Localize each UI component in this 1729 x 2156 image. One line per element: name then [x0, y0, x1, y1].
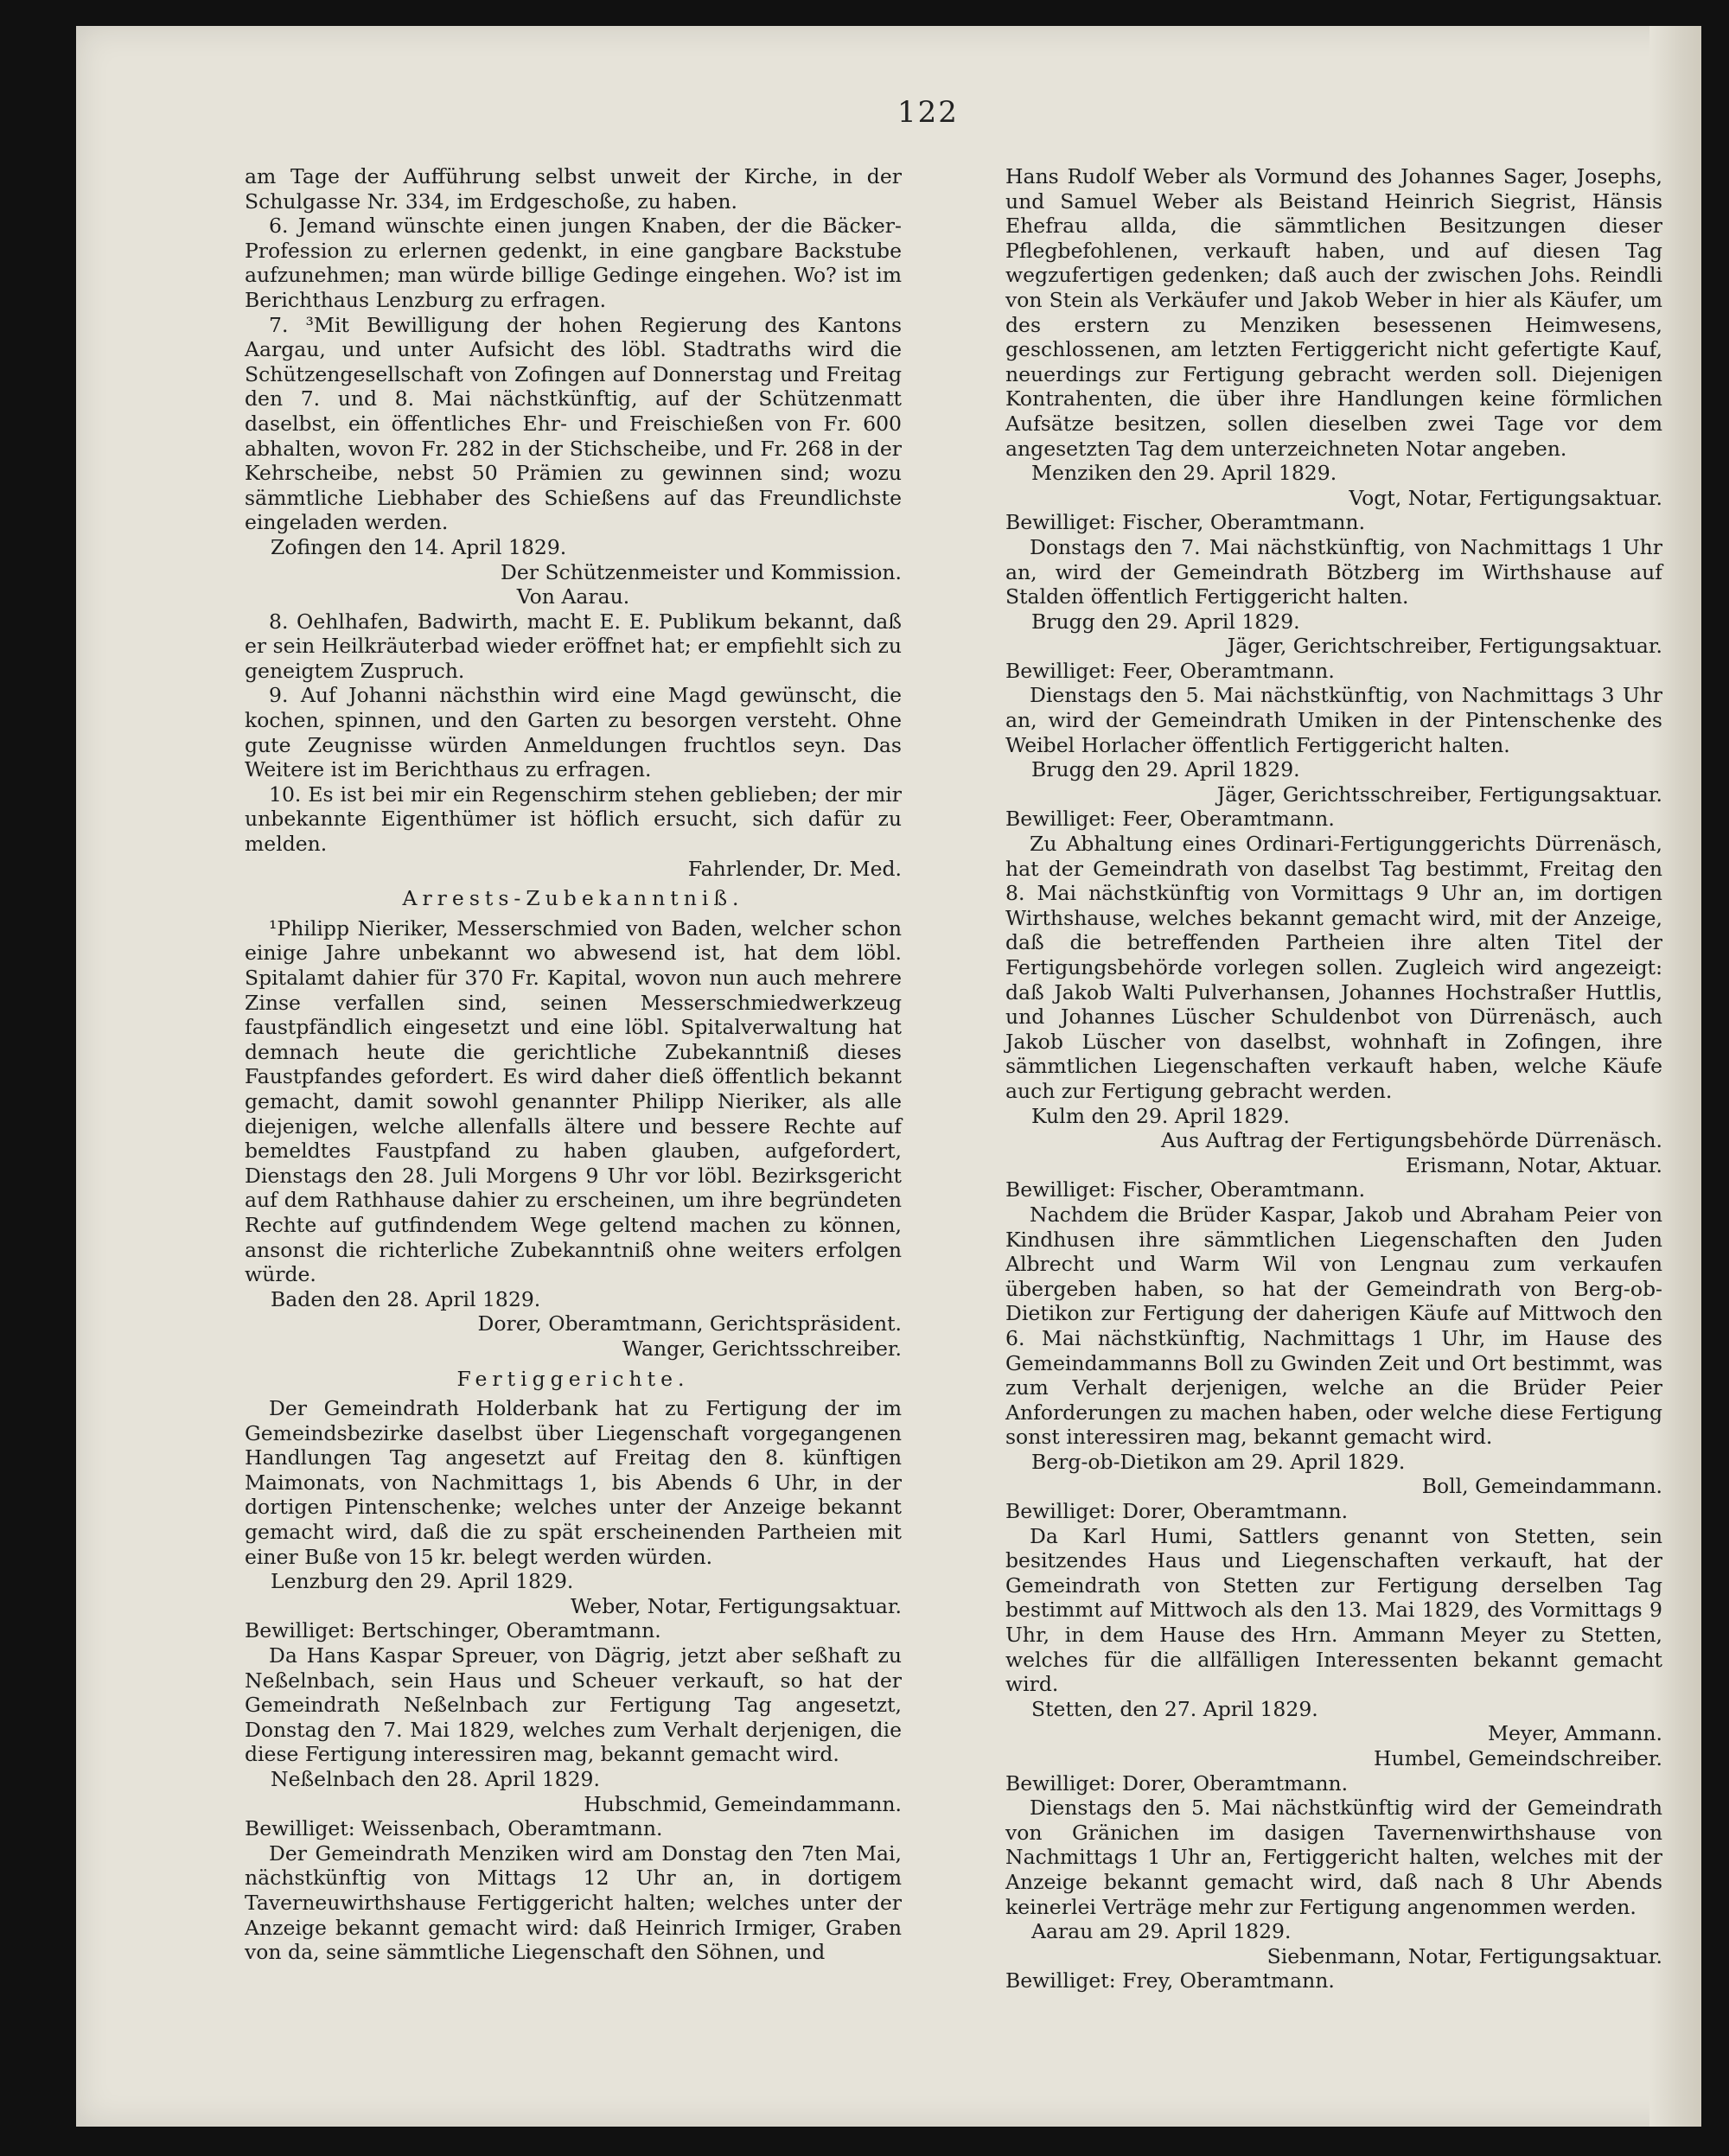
dateline: Zofingen den 14. April 1829. — [271, 534, 567, 559]
approval-line: Bewilliget: Weissenbach, Oberamtmann. — [245, 1816, 663, 1841]
paragraph: Donstags den 7. Mai nächstkünftig, von Nachmittags 1 Uhr an, wird der Gemeindrath Bötzberg im Wirthshause auf Stalden öffentlich Fertiggericht halten. — [1005, 534, 1662, 609]
dateline: Lenzburg den 29. April 1829. — [271, 1569, 574, 1594]
signature: Aus Auftrag der Fertigungsbehörde Dürrenäsch. — [1160, 1128, 1662, 1153]
signature: Siebenmann, Notar, Fertigungsaktuar. — [1266, 1943, 1662, 1968]
signature: Weber, Notar, Fertigungsaktuar. — [571, 1593, 902, 1618]
section-heading: Von Aarau. — [516, 584, 630, 609]
dateline: Menziken den 29. April 1829. — [1031, 461, 1337, 486]
page-number: 122 — [897, 95, 959, 130]
dateline: Aarau am 29. April 1829. — [1031, 1919, 1292, 1944]
paragraph: Zu Abhaltung eines Ordinari-Fertigunggerichts Dürrenäsch, hat der Gemeindrath von daselbst Tag bestimmt, Freitag den 8. Mai nächstkünftig von Vormittags 9 Uhr an, im dortigen Wirthshause, welches bekannt gemacht wird, mit der Anzeige, daß die betreffenden Partheien ihre alten Titel der Fertigungsbehörde vorlegen sollen. Zugleich wird angezeigt: daß Jakob Walti Pulverhansen, Johannes Hochstraßer Huttlis, und Johannes Lüscher Schuldenbot von Dürrenäsch, auch Jakob Lüscher von daselbst, wohnhaft in Zofingen, ihre sämmtlichen Liegenschaften verkauft haben, welche Käufe auch zur Fertigung gebracht werden. — [1005, 832, 1662, 1103]
paragraph: 7. ³Mit Bewilligung der hohen Regierung des Kantons Aargau, und unter Aufsicht des löbl. Stadtraths wird die Schützengesellschaft von Zofingen auf Donnerstag und Freitag den 7. und 8. Mai nächstkünftig, auf der Schützenmatt daselbst, ein öffentliches Ehr- und Freischießen von Fr. 600 abhalten, wovon Fr. 282 in der Stichscheibe, und Fr. 268 in der Kehrscheibe, nebst 50 Prämien zu gewinnen sind; wozu sämmtliche Liebhaber des Schießens auf das Freundlichste eingeladen werden. — [245, 312, 902, 535]
approval-line: Bewilliget: Dorer, Oberamtmann. — [1005, 1770, 1349, 1796]
signature: Dorer, Oberamtmann, Gerichtspräsident. — [477, 1311, 902, 1336]
section-heading: Fertiggerichte. — [456, 1366, 690, 1391]
newspaper-page — [76, 26, 1701, 2127]
approval-line: Bewilliget: Fischer, Oberamtmann. — [1005, 1177, 1366, 1202]
paragraph: 9. Auf Johanni nächsthin wird eine Magd gewünscht, die kochen, spinnen, und den Garten zu besorgen versteht. Ohne gute Zeugnisse würden Anmeldungen fruchtlos seyn. Das Weitere ist im Berichthaus zu erfragen. — [245, 683, 902, 782]
signature: Fahrlender, Dr. Med. — [687, 856, 902, 881]
paragraph: ¹Philipp Nieriker, Messerschmied von Baden, welcher schon einige Jahre unbekannt wo abwesend ist, hat dem löbl. Spitalamt dahier für 370 Fr. Kapital, wovon nun auch mehrere Zinse verfallen sind, seinen Messerschmiedwerkzeug faustpfändlich eingesetzt und eine löbl. Spitalverwaltung hat demnach heute die gerichtliche Zubekanntniß dieses Faustpfandes gefordert. Es wird daher dieß öffentlich bekannt gemacht, damit sowohl genannter Philipp Nieriker, als alle diejenigen, welche allenfalls ältere und bessere Rechte auf bemeldtes Faustpfand zu haben glauben, aufgefordert, Dienstags den 28. Juli Morgens 9 Uhr vor löbl. Bezirksgericht auf dem Rathhause dahier zu erscheinen, um ihre begründeten Rechte auf gutfindendem Wege geltend machen zu können, ansonst die richterliche Zubekanntniß ohne weiters erfolgen würde. — [245, 915, 902, 1287]
signature: Boll, Gemeindammann. — [1421, 1474, 1662, 1499]
signature: Wanger, Gerichtsschreiber. — [622, 1336, 902, 1361]
signature: Hubschmid, Gemeindammann. — [584, 1791, 902, 1816]
paragraph: am Tage der Aufführung selbst unweit der Kirche, in der Schulgasse Nr. 334, im Erdgeschoße, zu haben. — [245, 164, 902, 214]
paragraph: Da Hans Kaspar Spreuer, von Dägrig, jetzt aber seßhaft zu Neßelnbach, sein Haus und Scheuer verkauft, so hat der Gemeindrath Neßelnbach zur Fertigung Tag angesetzt, Donstag den 7. Mai 1829, welches zum Verhalt derjenigen, die diese Fertigung interessiren mag, bekannt gemacht wird. — [245, 1643, 902, 1767]
paragraph: Nachdem die Brüder Kaspar, Jakob und Abraham Peier von Kindhusen ihre sämmtlichen Liegenschaften den Juden Albrecht und Warm Wil von Lengnau zum verkaufen übergeben haben, so hat der Gemeindrath von Berg-ob-Dietikon zur Fertigung der daherigen Käufe auf Mittwoch den 6. Mai nächstkünftig, Nachmittags 1 Uhr, im Hause des Gemeindammanns Boll zu Gwinden Zeit und Ort bestimmt, was zum Verhalt derjenigen, welche an die Brüder Peier Anforderungen zu machen haben, oder welche diese Fertigung sonst interessiren mag, bekannt gemacht wird. — [1005, 1202, 1662, 1450]
signature: Jäger, Gerichtschreiber, Fertigungsaktuar. — [1227, 634, 1662, 659]
dateline: Baden den 28. April 1829. — [271, 1286, 541, 1311]
approval-line: Bewilliget: Frey, Oberamtmann. — [1005, 1968, 1335, 1993]
paragraph: Der Gemeindrath Menziken wird am Donstag den 7ten Mai, nächstkünftig von Mittags 12 Uhr an, in dortigem Taverneuwirthshause Fertiggericht halten; welches unter der Anzeige bekannt gemacht wird: daß Heinrich Irmiger, Graben von da, seine sämmtliche Liegenschaft den Söhnen, und — [245, 1840, 902, 1965]
approval-line: Bewilliget: Bertschinger, Oberamtmann. — [245, 1618, 661, 1643]
right-column — [1005, 164, 1662, 1993]
paragraph: Hans Rudolf Weber als Vormund des Johannes Sager, Josephs, und Samuel Weber als Beistand Heinrich Siegrist, Hänsis Ehefrau allda, die sämmtlichen Besitzungen dieser Pflegbefohlenen, verkauft haben, und auf diesen Tag wegzufertigen gedenken; daß auch der zwischen Johs. Reindli von Stein als Verkäufer und Jakob Weber in hier als Käufer, um des erstern zu Menziken besessenen Heimwesens, geschlossenen, am letzten Fertiggericht nicht gefertigte Kauf, neuerdings zur Fertigung gebracht werden soll. Diejenigen Kontrahenten, die über ihre Handlungen keine förmlichen Aufsätze besitzen, sollen dieselben zwei Tage vor dem angesetzten Tag dem unterzeichneten Notar angeben. — [1005, 164, 1662, 461]
signature: Meyer, Ammann. — [1487, 1721, 1662, 1746]
signature: Vogt, Notar, Fertigungsaktuar. — [1349, 485, 1662, 510]
section-heading: Arrests-Zubekanntniß. — [402, 886, 744, 911]
dateline: Brugg den 29. April 1829. — [1031, 609, 1300, 634]
paragraph: 10. Es ist bei mir ein Regenschirm stehen geblieben; der mir unbekannte Eigenthümer ist höflich ersucht, sich dafür zu melden. — [245, 781, 902, 857]
approval-line: Bewilliget: Dorer, Oberamtmann. — [1005, 1499, 1349, 1524]
left-column — [245, 164, 902, 1965]
paragraph: Da Karl Humi, Sattlers genannt von Stetten, sein besitzendes Haus und Liegenschaften verkauft, hat der Gemeindrath von Stetten zur Fertigung derselben Tag bestimmt auf Mittwoch als den 13. Mai 1829, des Vormittags 9 Uhr, in dem Hause des Hrn. Ammann Meyer zu Stetten, welches für die allfälligen Interessenten bekannt gemacht wird. — [1005, 1523, 1662, 1697]
dateline: Berg-ob-Dietikon am 29. April 1829. — [1031, 1449, 1406, 1474]
paragraph: Der Gemeindrath Holderbank hat zu Fertigung der im Gemeindsbezirke daselbst über Liegenschaft vorgegangenen Handlungen Tag angesetzt auf Freitag den 8. künftigen Maimonats, von Nachmittags 1, bis Abends 6 Uhr, in der dortigen Pintenschenke; welches unter der Anzeige bekannt gemacht wird, daß die zu spät erscheinenden Partheien mit einer Buße von 15 kr. belegt werden würden. — [245, 1396, 902, 1569]
dateline: Kulm den 29. April 1829. — [1031, 1103, 1290, 1128]
paragraph: Dienstags den 5. Mai nächstkünftig wird der Gemeindrath von Gränichen im dasigen Tavernenwirthshause von Nachmittags 1 Uhr an, Fertiggericht halten, welches mit der Anzeige bekannt gemacht wird, daß nach 8 Uhr Abends keinerlei Verträge mehr zur Fertigung angenommen werden. — [1005, 1796, 1662, 1919]
signature: Jäger, Gerichtsschreiber, Fertigungsaktuar. — [1216, 781, 1662, 807]
approval-line: Bewilliget: Feer, Oberamtmann. — [1005, 807, 1335, 832]
dateline: Neßelnbach den 28. April 1829. — [271, 1767, 600, 1791]
signature: Erismann, Notar, Aktuar. — [1405, 1152, 1662, 1177]
approval-line: Bewilliget: Feer, Oberamtmann. — [1005, 658, 1335, 683]
paragraph: 6. Jemand wünschte einen jungen Knaben, der die Bäcker-Profession zu erlernen gedenkt, in eine gangbare Backstube aufzunehmen; man würde billige Gedinge eingehen. Wo? ist im Berichthaus Lenzburg zu erfragen. — [245, 214, 902, 312]
paragraph: Dienstags den 5. Mai nächstkünftig, von Nachmittags 3 Uhr an, wird der Gemeindrath Umiken in der Pintenschenke des Weibel Horlacher öffentlich Fertiggericht halten. — [1005, 683, 1662, 757]
signature: Der Schützenmeister und Kommission. — [501, 559, 902, 584]
dateline: Brugg den 29. April 1829. — [1031, 757, 1300, 782]
signature: Humbel, Gemeindschreiber. — [1374, 1746, 1662, 1770]
approval-line: Bewilliget: Fischer, Oberamtmann. — [1005, 510, 1366, 535]
paragraph: 8. Oehlhafen, Badwirth, macht E. E. Publikum bekannt, daß er sein Heilkräuterbad wieder eröffnet hat; er empfiehlt sich zu geneigtem Zuspruch. — [245, 609, 902, 683]
dateline: Stetten, den 27. April 1829. — [1031, 1696, 1318, 1721]
